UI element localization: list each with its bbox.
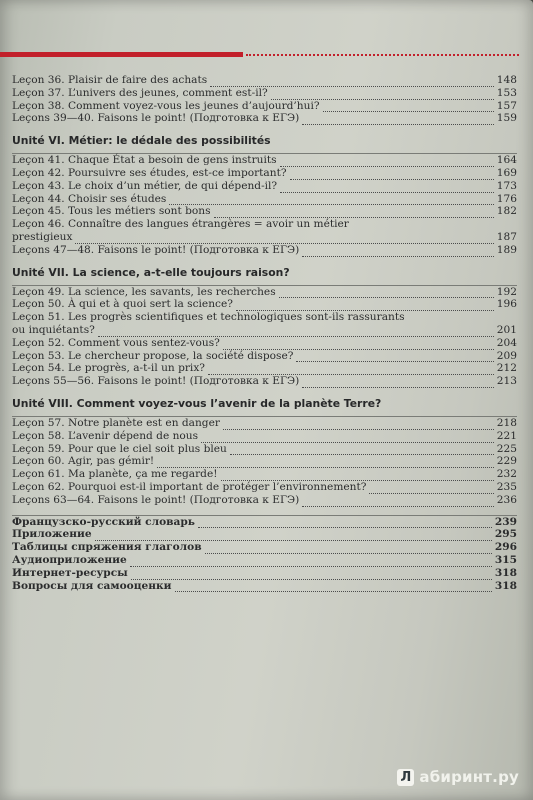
toc-entry-page: 225 — [496, 442, 517, 455]
toc-leader-dots — [175, 582, 492, 592]
toc-entry-page: 192 — [496, 285, 517, 298]
toc-entry — [12, 528, 517, 541]
toc-entry-page: 236 — [496, 493, 517, 506]
labirint-logo-icon: Л — [397, 769, 414, 786]
toc-leader-dots — [369, 484, 493, 494]
toc-entry-page: 232 — [496, 468, 517, 481]
toc-entry-page: 296 — [494, 541, 517, 554]
toc-entry-page: 221 — [496, 429, 517, 442]
toc-entry — [12, 112, 517, 125]
toc-entry-title: Leçons 47—48. Faisons le point! (Подготовка к ЕГЭ) — [12, 243, 300, 256]
toc-entry-page: 173 — [496, 179, 517, 192]
toc-entry-title: Французско-русский словарь — [12, 515, 195, 528]
toc-entry — [12, 231, 517, 244]
toc-leader-dots — [271, 90, 494, 100]
toc-entry — [12, 455, 517, 468]
toc-entry — [12, 430, 517, 443]
toc-entry-page: 196 — [496, 298, 517, 311]
toc-entry — [12, 541, 517, 554]
toc-entry-title: Интернет-ресурсы — [12, 566, 128, 579]
toc-leader-dots — [223, 420, 494, 430]
toc-entry-page: 201 — [496, 323, 517, 336]
toc-section-lessons-36-40 — [12, 74, 517, 125]
toc-entry-title: Leçon 57. Notre planète est en danger — [12, 416, 220, 429]
toc-entry-page: 148 — [496, 74, 517, 86]
toc-leader-dots — [302, 115, 493, 125]
toc-section-unit-8 — [12, 417, 517, 507]
toc-entry-title: Leçon 59. Pour que le ciel soit plus bleu — [12, 442, 227, 455]
toc-leader-dots — [214, 208, 494, 218]
toc-leader-dots — [157, 458, 494, 468]
toc-entry-title: Leçon 46. Connaître des langues étrangères = avoir un métier — [12, 218, 349, 231]
header-rule-solid — [0, 52, 243, 57]
toc-section-unit-7 — [12, 286, 517, 388]
toc-entry-title: Leçon 49. La science, les savants, les recherches — [12, 285, 276, 298]
toc-leader-dots — [198, 518, 492, 528]
toc-entry-title: Leçon 50. À qui et à quoi sert la science? — [12, 298, 233, 311]
toc-entry-title: Аудиоприложение — [12, 553, 127, 566]
toc-entry — [12, 516, 517, 529]
toc-entry — [12, 87, 517, 100]
toc-entry-page: 157 — [496, 99, 517, 112]
toc-leader-dots — [280, 157, 494, 167]
toc-entry-title: Leçons 39—40. Faisons le point! (Подготовка к ЕГЭ) — [12, 112, 300, 125]
toc-leader-dots — [95, 531, 492, 541]
toc-entry-page: 218 — [496, 416, 517, 429]
toc-entry — [12, 554, 517, 567]
toc-entry — [12, 324, 517, 337]
toc-entry-title: Leçon 41. Chaque État a besoin de gens instruits — [12, 154, 277, 167]
unit-heading: Unité VII. La science, a-t-elle toujours raison? — [12, 265, 290, 279]
header-rule-dotted — [246, 54, 519, 56]
toc-entry — [12, 100, 517, 113]
toc-leader-dots — [130, 557, 492, 567]
toc-leader-dots — [169, 195, 493, 205]
toc-entry-title: Leçon 53. Le chercheur propose, la société dispose? — [12, 349, 294, 362]
toc-entry — [12, 362, 517, 375]
header-rule — [0, 52, 533, 58]
toc-entry-title: ou inquiétants? — [12, 323, 95, 336]
toc-entry-title: Таблицы спряжения глаголов — [12, 541, 202, 554]
toc-entry-title: Leçon 43. Le choix d’un métier, de qui dépend-il? — [12, 179, 278, 192]
toc-entry-page: 164 — [496, 154, 517, 167]
table-of-contents — [12, 74, 517, 592]
toc-entry-title: Leçon 37. L’univers des jeunes, comment est-il? — [12, 86, 268, 99]
toc-entry-title: Leçon 36. Plaisir de faire des achats — [12, 74, 208, 86]
toc-entry-page: 318 — [494, 566, 517, 579]
toc-leader-dots — [210, 77, 494, 87]
toc-entry-title: Leçon 54. Le progrès, a-t-il un prix? — [12, 362, 205, 375]
toc-leader-dots — [290, 170, 494, 180]
toc-entry-page: 187 — [496, 230, 517, 243]
toc-entry-title: Приложение — [12, 528, 92, 541]
toc-entry-title: Leçon 44. Choisir ses études — [12, 192, 167, 205]
toc-entry-page: 235 — [496, 480, 517, 493]
toc-entry-title: Leçons 63—64. Faisons le point! (Подготовка к ЕГЭ) — [12, 493, 300, 506]
toc-leader-dots — [201, 433, 494, 443]
toc-entry-title: Leçons 55—56. Faisons le point! (Подготовка к ЕГЭ) — [12, 375, 300, 388]
toc-entry — [12, 417, 517, 430]
toc-entry — [12, 193, 517, 206]
toc-entry-title: Leçon 42. Poursuivre ses études, est-ce important? — [12, 166, 287, 179]
toc-entry — [12, 468, 517, 481]
toc-leader-dots — [98, 327, 494, 337]
toc-entry-title: prestigieux — [12, 230, 73, 243]
toc-entry — [12, 375, 517, 388]
toc-entry — [12, 218, 517, 231]
toc-entry-title: Leçon 60. Agir, pas gémir! — [12, 455, 155, 468]
toc-leader-dots — [279, 288, 494, 298]
toc-leader-dots — [75, 234, 493, 244]
toc-entry — [12, 311, 517, 324]
toc-entry-title: Leçon 38. Comment voyez-vous les jeunes d’aujourd’hui? — [12, 99, 320, 112]
unit-heading: Unité VI. Métier: le dédale des possibilités — [12, 134, 271, 148]
toc-entry-page: 315 — [494, 553, 517, 566]
toc-entry-title: Вопросы для самооценки — [12, 579, 172, 592]
toc-entry — [12, 205, 517, 218]
toc-entry-title: Leçon 51. Les progrès scientifiques et technologiques sont-ils rassurants — [12, 311, 405, 324]
toc-entry-page: 182 — [496, 205, 517, 218]
toc-entry-title: Leçon 52. Comment vous sentez-vous? — [12, 336, 220, 349]
toc-entry-page: 295 — [494, 528, 517, 541]
toc-entry-page: 229 — [496, 455, 517, 468]
toc-leader-dots — [302, 247, 493, 257]
toc-leader-dots — [323, 102, 494, 112]
toc-entry-page: 212 — [496, 362, 517, 375]
toc-entry-title: Leçon 45. Tous les métiers sont bons — [12, 205, 211, 218]
toc-entry — [12, 298, 517, 311]
toc-leader-dots — [230, 445, 494, 455]
toc-entry-page: 153 — [496, 86, 517, 99]
toc-entry-title: Leçon 62. Pourquoi est-il important de protéger l’environnement? — [12, 480, 367, 493]
toc-section-appendix — [12, 516, 517, 593]
toc-entry-page: 204 — [496, 336, 517, 349]
toc-entry-page: 176 — [496, 192, 517, 205]
toc-leader-dots — [221, 471, 494, 481]
toc-entry-title: Leçon 61. Ma planète, ça me regarde! — [12, 468, 218, 481]
toc-entry — [12, 481, 517, 494]
toc-leader-dots — [302, 378, 493, 388]
labirint-logo-text: абиринт.ру — [419, 768, 519, 786]
toc-section-unit-6 — [12, 154, 517, 256]
toc-leader-dots — [131, 570, 492, 580]
toc-leader-dots — [223, 340, 494, 350]
toc-entry-page: 318 — [494, 579, 517, 592]
toc-entry-page: 169 — [496, 166, 517, 179]
toc-leader-dots — [236, 301, 494, 311]
toc-entry — [12, 154, 517, 167]
toc-entry-page: 213 — [496, 375, 517, 388]
toc-entry-page: 239 — [494, 515, 517, 528]
toc-entry-page: 189 — [496, 243, 517, 256]
toc-entry — [12, 286, 517, 299]
toc-entry — [12, 567, 517, 580]
toc-entry-page: 209 — [496, 349, 517, 362]
toc-leader-dots — [296, 352, 493, 362]
toc-leader-dots — [205, 544, 492, 554]
toc-entry-title: Leçon 58. L’avenir dépend de nous — [12, 429, 199, 442]
toc-entry — [12, 244, 517, 257]
toc-leader-dots — [208, 365, 494, 375]
toc-entry — [12, 167, 517, 180]
toc-leader-dots — [280, 183, 494, 193]
toc-entry — [12, 494, 517, 507]
toc-entry — [12, 337, 517, 350]
toc-leader-dots — [302, 497, 493, 507]
toc-entry — [12, 580, 517, 593]
labirint-watermark — [397, 768, 519, 786]
toc-entry — [12, 74, 517, 87]
toc-entry — [12, 443, 517, 456]
toc-entry — [12, 350, 517, 363]
toc-entry — [12, 180, 517, 193]
toc-entry-page: 159 — [496, 112, 517, 125]
unit-heading: Unité VIII. Comment voyez-vous l’avenir de la planète Terre? — [12, 396, 382, 410]
